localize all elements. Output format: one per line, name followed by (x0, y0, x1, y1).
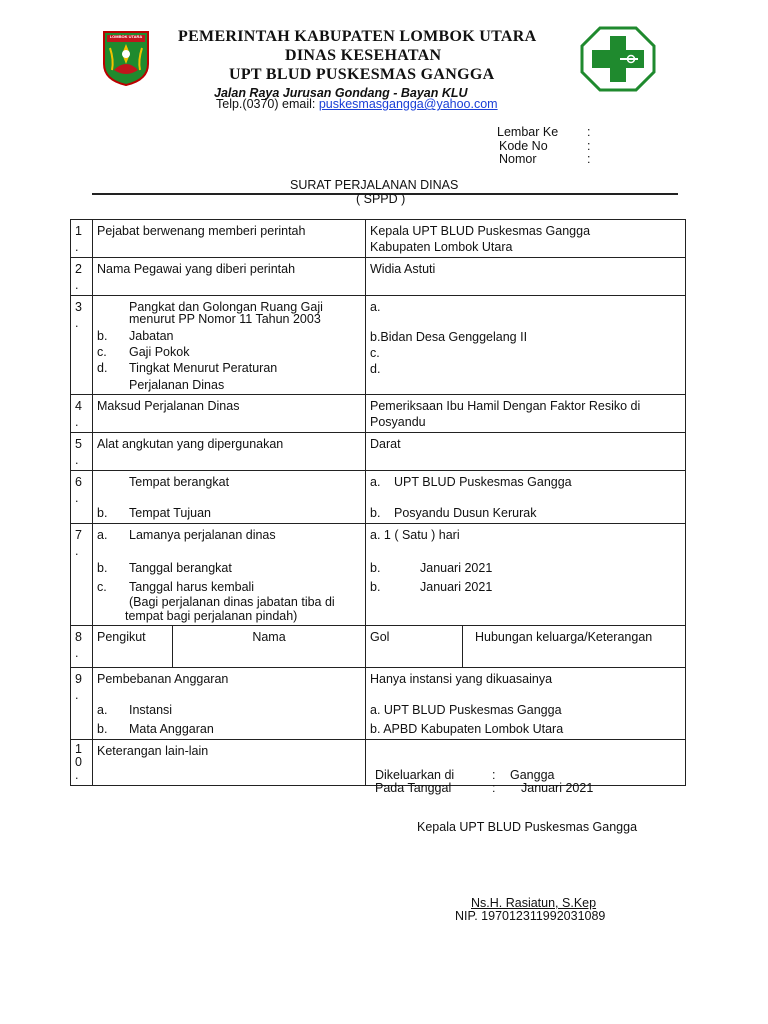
row-number: 5 . (71, 433, 93, 471)
row-value: Pemeriksaan Ibu Hamil Dengan Faktor Resiko di Posyandu (366, 395, 686, 433)
issued-colon: : (492, 768, 496, 782)
row-number: 9 . (71, 668, 93, 740)
lembar-label: Lembar Ke (497, 125, 559, 139)
document-title: SURAT PERJALANAN DINAS (290, 178, 459, 192)
signatory-nip: NIP. 197012311992031089 (455, 909, 606, 923)
row-number: 3 . (71, 296, 93, 395)
table-row (71, 626, 686, 668)
table-row (71, 395, 686, 433)
signatory-name: Ns.H. Rasiatun, S.Kep (471, 896, 597, 910)
telp-text: Telp.(0370) email: (216, 97, 319, 111)
row-label: Tempat berangkat b. Tempat Tujuan (93, 471, 366, 524)
header-department: DINAS KESEHATAN (285, 47, 442, 64)
header-contact (216, 97, 498, 111)
nomor-label: Nomor (499, 152, 537, 166)
row-label: Maksud Perjalanan Dinas (93, 395, 366, 433)
date-colon: : (492, 781, 496, 795)
kode-value: : (587, 139, 591, 153)
document-subtitle: ( SPPD ) (356, 192, 406, 206)
row-number: 2 . (71, 258, 93, 296)
date-label: Pada Tanggal (375, 781, 452, 795)
column-header-nama: Nama (173, 626, 366, 668)
row-value: Hanya instansi yang dikuasainya a. UPT BLUD Puskesmas Gangga b. APBD Kabupaten Lombok Utara (366, 668, 686, 740)
row-value: Darat (366, 433, 686, 471)
table-row (71, 433, 686, 471)
header-government: PEMERINTAH KABUPATEN LOMBOK UTARA (178, 28, 537, 45)
row-label: Alat angkutan yang dipergunakan (93, 433, 366, 471)
row-label: Pengikut (93, 626, 173, 668)
row-label: Pembebanan Anggaran a. Instansi b. Mata Anggaran (93, 668, 366, 740)
row-label: Pejabat berwenang memberi perintah (93, 220, 366, 258)
row-value: a. 1 ( Satu ) hari b. Januari 2021 b. Januari 2021 (366, 524, 686, 626)
row-label: a. Lamanya perjalanan dinas b. Tanggal berangkat c. Tanggal harus kembali (Bagi perjalanan dinas jabatan tiba di tempat bagi perjalanan pindah) (93, 524, 366, 626)
row-label: Pangkat dan Golongan Ruang Gaji menurut PP Nomor 11 Tahun 2003 b. Jabatan c. Gaji Pokok d. Tingkat Menurut Peraturan Perjalanan Dinas (93, 296, 366, 395)
row-value (366, 220, 686, 258)
row-number: 4 . (71, 395, 93, 433)
row-label: Keterangan lain-lain (93, 740, 366, 786)
column-header-hubungan: Hubungan keluarga/Keterangan (463, 626, 686, 668)
row-number: 1 . (71, 220, 93, 258)
logo-left-text: LOMBOK UTARA (109, 34, 143, 39)
puskesmas-cross-icon (580, 26, 656, 92)
table-row (71, 524, 686, 626)
table-row (71, 668, 686, 740)
header-institution: UPT BLUD PUSKESMAS GANGGA (229, 66, 495, 83)
issued-value: Gangga (510, 768, 555, 782)
date-value: Januari 2021 (521, 781, 594, 795)
header-address: Jalan Raya Jurusan Gondang - Bayan KLU (214, 86, 468, 100)
issued-label: Dikeluarkan di (375, 768, 455, 782)
lembar-value: : (587, 125, 591, 139)
nomor-value: : (587, 152, 591, 166)
row-number: 7 . (71, 524, 93, 626)
signatory-position: Kepala UPT BLUD Puskesmas Gangga (417, 820, 638, 834)
kode-label: Kode No (499, 139, 548, 153)
row-value: Widia Astuti (366, 258, 686, 296)
table-row (71, 296, 686, 395)
row-number: 6 . (71, 471, 93, 524)
row-label: Nama Pegawai yang diberi perintah (93, 258, 366, 296)
value-line: Kabupaten Lombok Utara (370, 240, 513, 254)
row-value: a. b.Bidan Desa Genggelang II c. d. (366, 296, 686, 395)
row-number: 1 0 . (71, 740, 93, 786)
table-row (71, 258, 686, 296)
row-value: a. UPT BLUD Puskesmas Gangga b. Posyandu Dusun Kerurak (366, 471, 686, 524)
column-header-gol: Gol (366, 626, 463, 668)
email-link[interactable]: puskesmasgangga@yahoo.com (318, 97, 498, 111)
table-row (71, 471, 686, 524)
row-number: 8 . (71, 626, 93, 668)
value-line: Kepala UPT BLUD Puskesmas Gangga (370, 224, 591, 238)
sppd-table (70, 219, 686, 786)
table-row (71, 220, 686, 258)
